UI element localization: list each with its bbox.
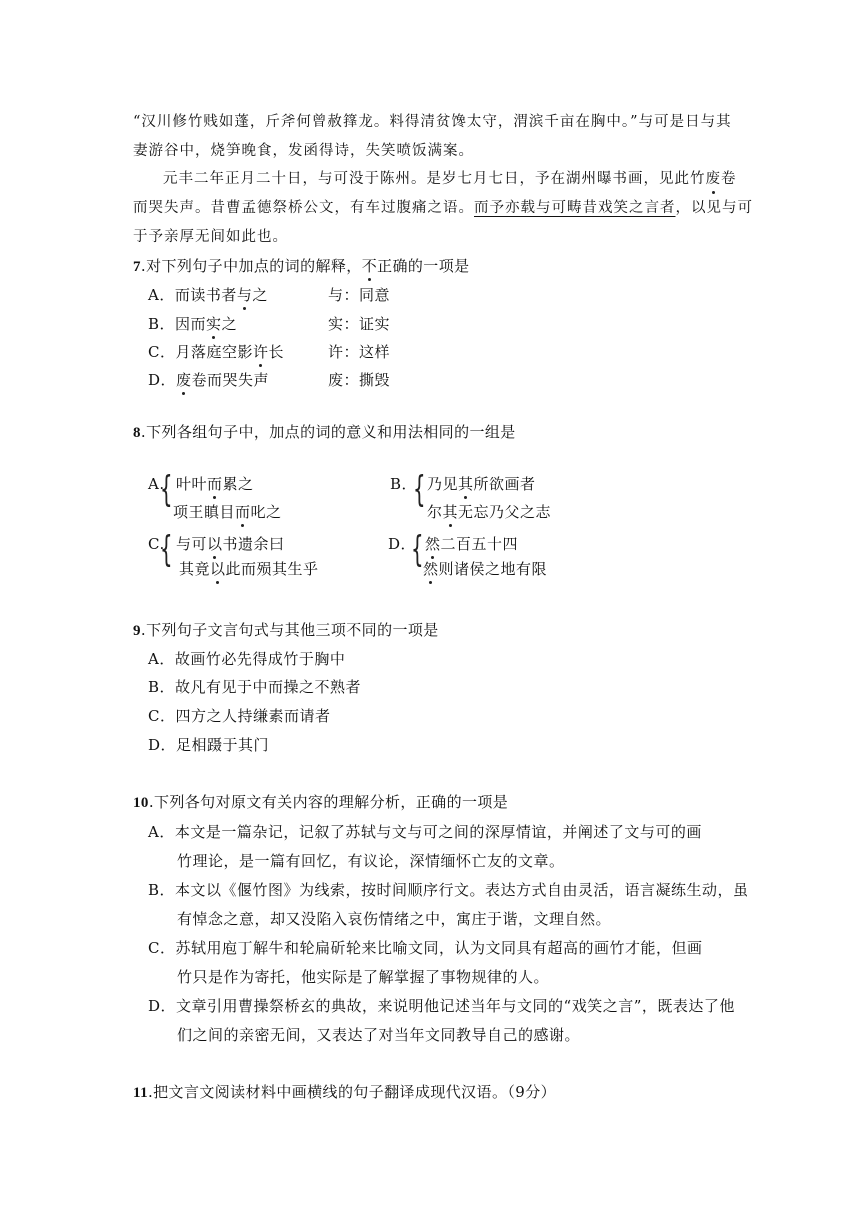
option-text: 累之 xyxy=(222,475,254,493)
q8-option-a-sentence-2 xyxy=(173,502,282,522)
q10-option-c-line-1 xyxy=(148,938,703,958)
option-letter: A． xyxy=(148,650,175,668)
dotted-word: 而 xyxy=(207,475,223,493)
q7-option-d xyxy=(148,370,269,390)
q10-option-d-line-2: 们之间的亲密无间，又表达了对当年文同教导自己的感谢。 xyxy=(177,1026,581,1044)
option-letter: C． xyxy=(148,343,176,361)
option-text: 尔 xyxy=(427,503,443,521)
underlined-sentence: 而予亦载与可畴昔戏笑之言者 xyxy=(474,200,676,216)
q9-option-d xyxy=(148,735,269,755)
q8-option-b-sentence-1 xyxy=(427,474,536,494)
dotted-word: 以 xyxy=(207,535,223,553)
q7-option-a xyxy=(148,285,268,305)
option-text: 月落庭空影 xyxy=(175,343,253,361)
option-text: 四方之人持缣素而请者 xyxy=(175,707,331,725)
option-letter: B． xyxy=(148,678,176,696)
dotted-word: 然 xyxy=(423,560,439,578)
stem-text: 正确的一项是 xyxy=(377,257,470,275)
q8-option-a-letter: A. xyxy=(148,475,165,493)
stem-text: .下列句子文言句式与其他三项不同的一项是 xyxy=(140,621,439,639)
question-number: 8 xyxy=(133,425,141,441)
option-text: 所欲画者 xyxy=(473,475,536,493)
option-text: 其竟 xyxy=(179,560,211,578)
q7-option-a-explanation: 与：同意 xyxy=(328,286,391,304)
q10-option-b-line-2: 有悼念之意，却又没陷入哀伤情绪之中，寓庄于谐，文理自然。 xyxy=(177,910,612,928)
option-text: 与可 xyxy=(176,535,208,553)
option-text: 叱之 xyxy=(250,503,282,521)
q10-option-a-line-1 xyxy=(148,822,702,842)
q9-option-b xyxy=(148,677,361,697)
q7-option-c-explanation: 许：这样 xyxy=(328,343,391,361)
q10-option-b-line-1 xyxy=(148,880,749,900)
question-7-stem xyxy=(133,256,470,277)
q8-option-c-sentence-1 xyxy=(176,534,285,554)
q10-option-a-line-2: 竹理论，是一篇有回忆，有议论，深情缅怀亡友的文章。 xyxy=(177,852,565,870)
stem-text: .下列各句对原文有关内容的理解分析，正确的一项是 xyxy=(148,793,509,811)
dotted-word: 废 xyxy=(705,171,721,187)
brace-icon: { xyxy=(160,529,173,570)
option-text: 本文是一篇杂记，记叙了苏轼与文与可之间的深厚情谊，并阐述了文与可的画 xyxy=(174,823,702,841)
dotted-word: 而 xyxy=(235,503,251,521)
brace-icon: { xyxy=(411,529,424,570)
question-10-stem xyxy=(133,792,508,813)
option-text: 书遗余曰 xyxy=(222,535,285,553)
passage-text: 妻游谷中，烧笋晚食，发函得诗，失笑喷饭满案。 xyxy=(133,143,474,159)
option-text: 此而殒其生乎 xyxy=(225,560,319,578)
q10-option-c-line-2: 竹只是作为寄托，他实际是了解掌握了事物规律的人。 xyxy=(177,968,550,986)
dotted-word: 废 xyxy=(176,371,192,389)
brace-icon: { xyxy=(413,469,426,510)
question-number: 11 xyxy=(133,1085,148,1101)
option-text: 乃见 xyxy=(427,475,459,493)
passage-line-4 xyxy=(133,198,753,218)
option-text: 因而 xyxy=(175,315,207,333)
question-11-stem xyxy=(133,1082,556,1103)
dotted-word: 其 xyxy=(458,475,474,493)
question-8-stem xyxy=(133,422,516,443)
option-text: 故凡有见于中而操之不熟者 xyxy=(175,678,362,696)
dotted-word: 不 xyxy=(361,257,378,275)
passage-line-5 xyxy=(133,227,288,247)
q10-option-d-line-1 xyxy=(148,996,735,1016)
q8-option-c-letter: C. xyxy=(148,535,165,553)
option-text: 故画竹必先得成竹于胸中 xyxy=(174,650,346,668)
option-letter: A． xyxy=(148,823,175,841)
option-text: 足相蹑于其门 xyxy=(176,736,270,754)
question-9-stem xyxy=(133,620,439,641)
dotted-word: 以 xyxy=(210,560,226,578)
q8-option-d-letter: D． xyxy=(388,535,417,553)
option-text: 则诸侯之地有限 xyxy=(438,560,548,578)
option-text: 文章引用曹操祭桥玄的典故，来说明他记述当年与文同的“戏笑之言”，既表达了他 xyxy=(176,997,735,1015)
option-text: 之 xyxy=(252,286,268,304)
option-letter: D． xyxy=(148,371,177,389)
dotted-word: 许 xyxy=(253,343,269,361)
option-text: 长 xyxy=(268,343,285,361)
passage-text: 元丰二年正月二十日，与可没于陈州。是岁七月七日，予在湖州曝书画，见此竹 xyxy=(163,171,706,187)
q8-option-a-sentence-1 xyxy=(176,474,254,494)
option-letter: C． xyxy=(148,707,176,725)
q7-option-d-explanation: 废：撕毁 xyxy=(328,371,391,389)
q7-option-c xyxy=(148,342,284,362)
q9-option-c xyxy=(148,706,331,726)
q8-option-b-letter: B． xyxy=(390,475,418,493)
dotted-word: 然 xyxy=(425,535,441,553)
stem-text: .把文言文阅读材料中画横线的句子翻译成现代汉语。（9分） xyxy=(147,1083,556,1101)
passage-text: “汉川修竹贱如蓬，斤斧何曾赦箨龙。料得清贫馋太守，渭滨千亩在胸中。”与可是日与其 xyxy=(133,114,732,130)
brace-icon: { xyxy=(160,469,173,510)
option-letter: D． xyxy=(148,736,177,754)
option-text: 叶叶 xyxy=(176,475,208,493)
stem-text: .对下列句子中加点的词的解释， xyxy=(140,257,362,275)
dotted-word: 与 xyxy=(236,286,253,304)
option-letter: C． xyxy=(148,939,176,957)
question-number: 7 xyxy=(133,259,141,275)
option-text: 苏轼用庖丁解牛和轮扁斫轮来比喻文同，认为文同具有超高的画竹才能，但画 xyxy=(175,939,703,957)
option-text: 二百五十四 xyxy=(440,535,519,553)
option-letter: D． xyxy=(148,997,177,1015)
option-text: 本文以《偃竹图》为线索，按时间顺序行文。表达方式自由灵活，语言凝练生动，虽 xyxy=(175,881,749,899)
dotted-word: 其 xyxy=(442,503,459,521)
option-letter: B． xyxy=(148,315,176,333)
dotted-word: 实 xyxy=(206,315,222,333)
passage-text: 于予亲厚无间如此也。 xyxy=(133,229,288,245)
option-text: 项王瞋目 xyxy=(173,503,236,521)
passage-text: 而哭失声。昔曹孟德祭桥公文，有车过腹痛之语。 xyxy=(133,200,474,216)
passage-text: 卷 xyxy=(721,171,737,187)
q8-option-d-sentence-2 xyxy=(423,559,547,579)
option-letter: A． xyxy=(148,286,175,304)
stem-text: .下列各组句子中，加点的词的意义和用法相同的一组是 xyxy=(140,423,516,441)
option-text: 无忘乃父之志 xyxy=(458,503,552,521)
passage-text: ，以见与可 xyxy=(675,200,753,216)
question-number: 9 xyxy=(133,623,141,639)
option-text: 而读书者 xyxy=(174,286,237,304)
option-text: 之 xyxy=(221,315,238,333)
option-letter: B． xyxy=(148,881,176,899)
passage-line-3 xyxy=(163,169,737,189)
q8-option-b-sentence-2 xyxy=(427,502,551,522)
q9-option-a xyxy=(148,649,345,669)
q8-option-d-sentence-1 xyxy=(425,534,518,554)
question-number: 10 xyxy=(133,795,149,811)
q7-option-b-explanation: 实：证实 xyxy=(328,315,391,333)
option-text: 卷而哭失声 xyxy=(191,371,270,389)
passage-line-2 xyxy=(133,141,474,161)
q7-option-b xyxy=(148,314,237,334)
q8-option-c-sentence-2 xyxy=(179,559,319,579)
passage-line-1 xyxy=(133,112,732,132)
